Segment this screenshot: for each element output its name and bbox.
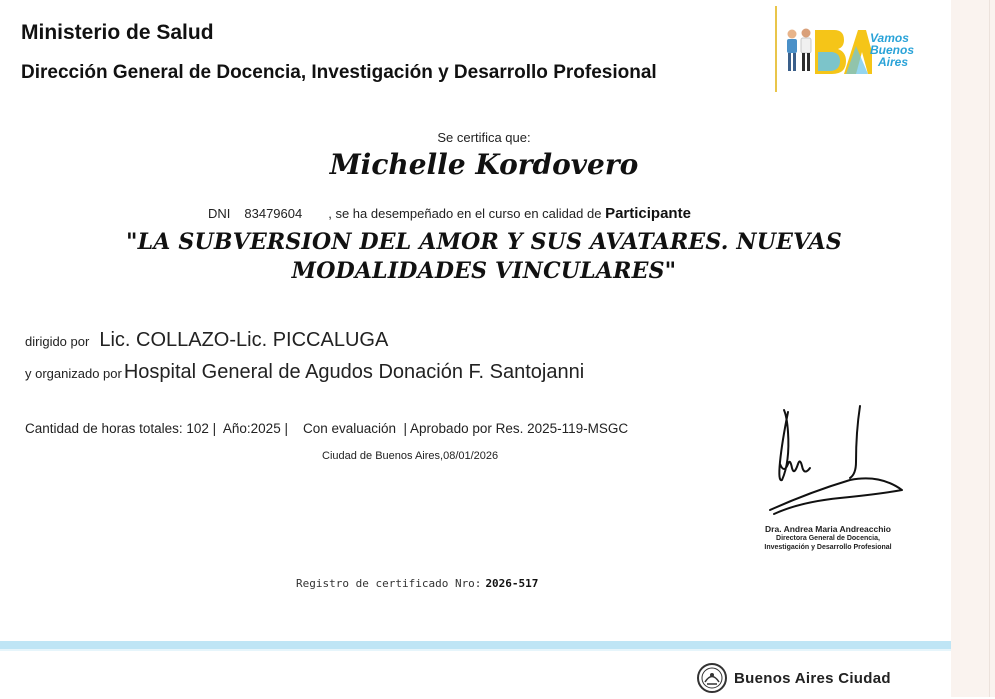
participation-role: Participante bbox=[605, 205, 691, 222]
organized-by-label: y organizado por bbox=[25, 366, 122, 381]
city-seal-icon bbox=[696, 662, 728, 699]
directed-by-line bbox=[25, 329, 388, 352]
directed-by-label: dirigido por bbox=[25, 334, 90, 349]
hours-line: Cantidad de horas totales: 102 | Año:2025 | Con evaluación | Aprobado por Res. 2025-119-MSGC bbox=[25, 421, 629, 436]
dni-line bbox=[208, 205, 691, 222]
signer-role-1: Directora General de Docencia, bbox=[776, 535, 880, 542]
dni-number: 83479604 bbox=[244, 206, 303, 221]
header-divider bbox=[775, 6, 777, 92]
signer-name: Dra. Andrea Maria Andreacchio bbox=[765, 524, 891, 534]
certify-intro: Se certifica que: bbox=[437, 130, 531, 145]
directed-by-value: Lic. COLLAZO-Lic. PICCALUGA bbox=[99, 329, 389, 351]
organized-by-line bbox=[25, 361, 584, 384]
logo-text-buenos: Buenos bbox=[870, 43, 915, 57]
signer-role-2: Investigación y Desarrollo Profesional bbox=[764, 544, 892, 551]
logo-text-aires: Aires bbox=[878, 55, 909, 69]
signature-image bbox=[760, 402, 910, 532]
ba-logo-icon bbox=[782, 22, 872, 78]
footer-brand: Buenos Aires Ciudad bbox=[734, 670, 891, 687]
registry-line bbox=[296, 577, 538, 590]
dni-label: DNI bbox=[208, 206, 231, 221]
footer-band bbox=[0, 641, 951, 649]
performance-text: , se ha desempeñado en el curso en calidad de bbox=[328, 206, 602, 221]
registry-number: 2026-517 bbox=[485, 577, 539, 590]
logo-text-vamos: Vamos bbox=[870, 31, 909, 45]
course-title: "LA SUBVERSION DEL AMOR Y SUS AVATARES. NUEVAS MODALIDADES VINCULARES" bbox=[125, 229, 843, 284]
vamos-buenos-aires-logo bbox=[782, 22, 942, 78]
direction-title: Dirección General de Docencia, Investigación y Desarrollo Profesional bbox=[21, 62, 657, 83]
registry-label: Registro de certificado Nro: bbox=[296, 577, 482, 590]
signer-block bbox=[728, 524, 928, 552]
recipient-name: Michelle Kordovero bbox=[329, 148, 639, 181]
organized-by-value: Hospital General de Agudos Donación F. Santojanni bbox=[123, 361, 585, 383]
page-edge bbox=[951, 0, 995, 697]
ministry-title: Ministerio de Salud bbox=[21, 21, 214, 44]
city-date: Ciudad de Buenos Aires,08/01/2026 bbox=[322, 450, 499, 462]
